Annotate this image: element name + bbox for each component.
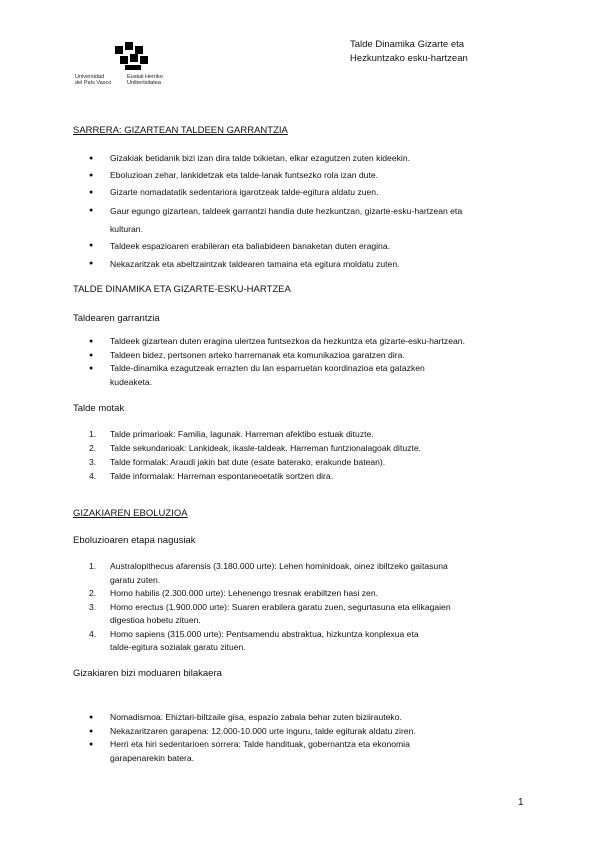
- list-item: 1. Talde primarioak: Familia, lagunak. Harreman afektibo estuak dituzte.: [89, 429, 374, 439]
- subheading-bizi-moduaren-bilakaera: Gizakiaren bizi moduaren bilakaera: [73, 668, 222, 679]
- list-item-continuation: garatu zuten.: [110, 574, 161, 585]
- list-item: ● Taldeek espazioaren erabileran eta baliabideen banaketan duten eragina.: [0, 237, 550, 255]
- etapak-list: [0, 560, 550, 655]
- talde-motak-list: [0, 427, 550, 483]
- list-marker: 2.: [89, 443, 97, 453]
- garrantzia-list: [0, 335, 550, 389]
- subheading-etapa-nagusiak: Eboluzioaren etapa nagusiak: [73, 535, 196, 546]
- subheading-talde-motak: Talde motak: [73, 403, 125, 414]
- list-item: ● Nekazaritzak eta abeltzaintzak taldearen tamaina eta egitura moldatu zuten.: [0, 255, 550, 273]
- list-item-continuation: digestioa hobetu zituen.: [110, 615, 201, 625]
- list-item-continuation: kulturan.: [110, 224, 143, 234]
- list-item: ● Eboluzioan zehar, lankidetzak eta talde-lanak funtsezko rola izan dute.: [0, 167, 550, 184]
- section-title-talde-dinamika: TALDE DINAMIKA ETA GIZARTE-ESKU-HARTZEA: [73, 284, 291, 295]
- list-item: 2. Homo habilis (2.300.000 urte): Lehenengo tresnak erabiltzen hasi zen.: [0, 587, 550, 601]
- header-line-1: Talde Dinamika Gizarte eta: [350, 39, 465, 50]
- bilakaera-list: [0, 711, 550, 765]
- list-item: 2. Talde sekundarioak: Lankideak, ikasle-taldeak. Harreman funtzionalagoak dituzte.: [89, 443, 421, 453]
- list-item-continuation: talde-egitura sozialak garatu zituen.: [110, 642, 246, 652]
- list-item: ● Gizarte nomadatatik sedentariora igarotzeak talde-egitura aldatu zuen.: [0, 184, 550, 201]
- list-marker: 4.: [89, 628, 97, 639]
- list-marker: 1.: [89, 429, 97, 439]
- list-item: 1. Australopithecus afarensis (3.180.000 urte): Lehen hominidoak, oinez ibiltzeko gaitasuna: [0, 560, 550, 574]
- list-item: ● Herri eta hiri sedentarioen sorrera: Talde handituak, gobernantza eta ekonomia: [0, 738, 550, 752]
- university-logo-mark-icon: [113, 40, 153, 72]
- list-item: 4. Homo sapiens (315.000 urte): Pentsamendu abstraktua, hizkuntza konplexua eta: [0, 628, 550, 642]
- section-title-gizakiaren-eboluzioa: GIZAKIAREN EBOLUZIOA: [73, 508, 188, 519]
- list-marker: 3.: [89, 601, 97, 612]
- list-item: ● Gaur egungo gizartean, taldeek garrantzi handia dute hezkuntzan, gizarte-esku-hartzean eta: [0, 201, 550, 221]
- list-item: 3. Talde formalak: Araudi jakin bat dute (esate baterako, erakunde batean).: [89, 457, 386, 467]
- logo-text-spanish: Universidad del País Vasco: [75, 74, 112, 86]
- list-item-continuation: garapenarekin batera.: [110, 752, 195, 763]
- list-marker: 1.: [89, 561, 97, 571]
- section-title-sarrera: SARRERA: GIZARTEAN TALDEEN GARRANTZIA: [73, 125, 288, 136]
- list-item: 3. Homo erectus (1.900.000 urte): Suaren erabilera garatu zuen, segurtasuna eta elikagaien: [0, 601, 550, 615]
- subheading-taldearen-garrantzia: Taldearen garrantzia: [73, 313, 160, 324]
- list-item: 4. Talde informalak: Harreman espontaneoetatik sortzen dira.: [89, 471, 334, 481]
- page-number: 1: [518, 797, 524, 808]
- list-item: ● Taldeek gizartean duten eragina ulertzea funtsezkoa da hezkuntza eta gizarte-esku-hartzean.: [0, 335, 550, 349]
- list-item-continuation: kudeaketa.: [110, 376, 153, 387]
- list-marker: 3.: [89, 457, 97, 467]
- list-marker: 2.: [89, 588, 97, 598]
- list-marker: 4.: [89, 471, 97, 481]
- list-item: ● Taldeen bidez, pertsonen arteko harremanak eta komunikazioa garatzen dira.: [0, 349, 550, 363]
- sarrera-list: [0, 150, 550, 273]
- list-item: ● Gizakiak betidanik bizi izan dira talde txikietan, elkar ezagutzen zuten kideekin.: [0, 150, 550, 167]
- list-item: ● Talde-dinamika ezagutzeak errazten du lan esparruetan koordinazioa eta gatazken: [0, 362, 550, 376]
- header-line-2: Hezkuntzako esku-hartzean: [350, 53, 468, 64]
- university-logo: [75, 40, 185, 90]
- list-item: ● Nekazaritzaren garapena: 12.000-10.000 urte inguru, talde egiturak aldatu ziren.: [0, 725, 550, 739]
- logo-text-basque: Euskal Herriko Unibertsitatea: [127, 74, 163, 86]
- document-header: [350, 38, 468, 66]
- list-item: ● Nomadismoa: Ehiztari-biltzaile gisa, espazio zabala behar zuten biziirauteko.: [0, 711, 550, 725]
